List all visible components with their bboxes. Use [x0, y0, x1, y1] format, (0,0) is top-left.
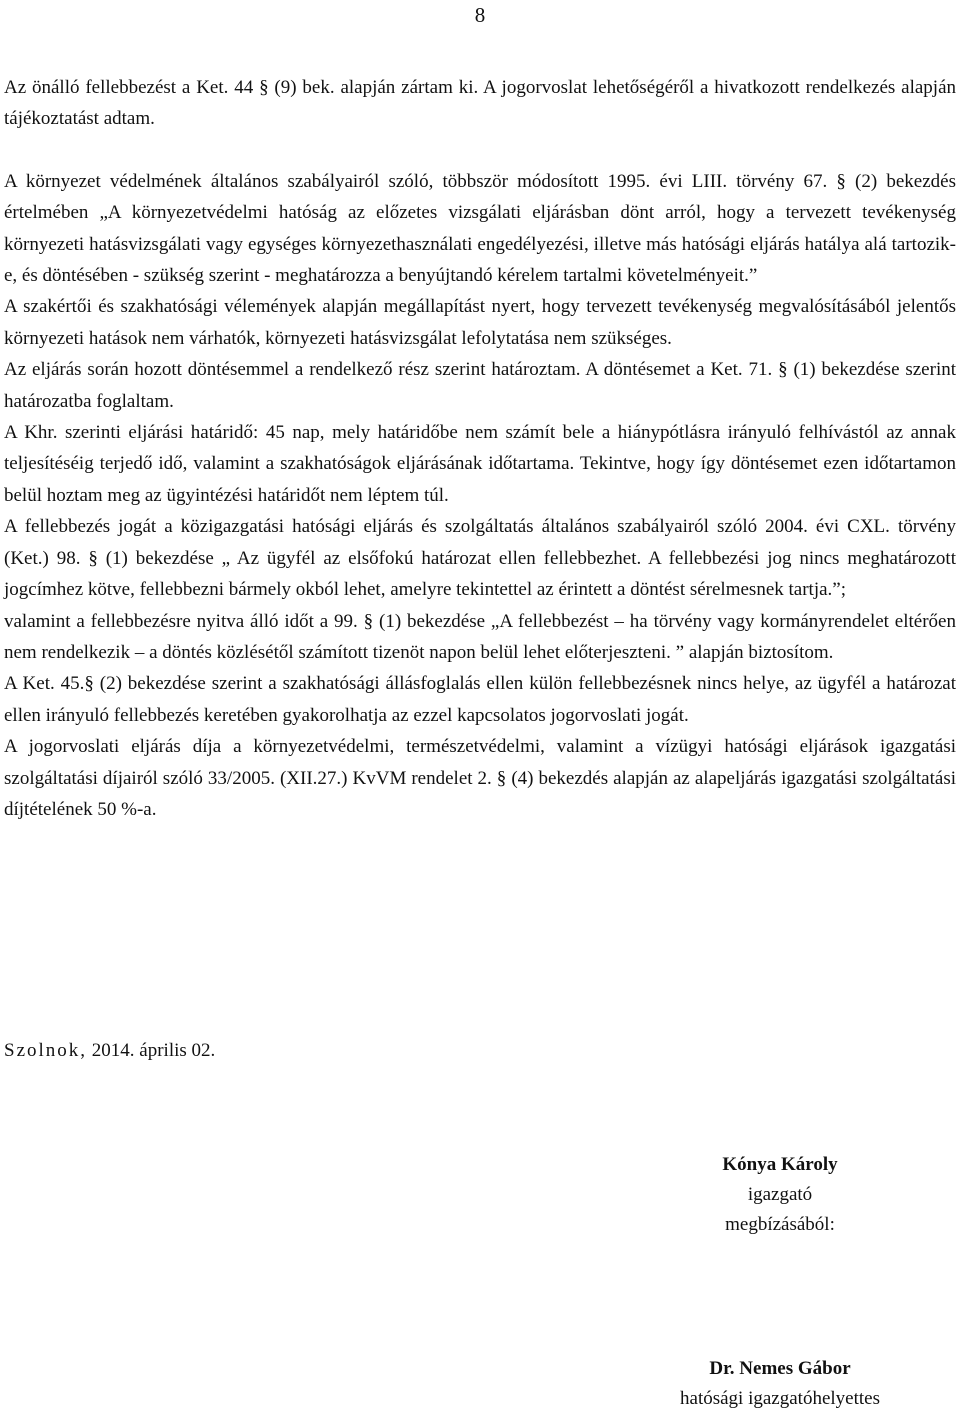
paragraph-deadline: A Khr. szerinti eljárási határidő: 45 nap, mely határidőbe nem számít bele a hiánypótlásra irányuló felhívástól az annak teljesítéséig terjedő idő, valamint a szakhatóságok eljárásának időtartama. Tekintve, hogy így döntésemet ezen időtartamon belül hoztam meg az ügyintézési határidőt nem léptem túl. [4, 422, 956, 506]
signature-block-director [560, 1150, 960, 1240]
signatory-capacity: megbízásából: [725, 1214, 835, 1235]
paragraph-appeal-excluded: Az önálló fellebbezést a Ket. 44 § (9) bek. alapján zártam ki. A jogorvoslat lehetőségéről a hivatkozott rendelkezés alapján tájékoztatást adtam. [4, 77, 956, 130]
signatory-role: hatósági igazgatóhelyettes [680, 1388, 880, 1409]
signatory-role: igazgató [747, 1184, 813, 1205]
paragraph-expert-opinion: A szakértői és szakhatósági vélemények alapján megállapítást nyert, hogy tervezett tevékenység megvalósításából jelentős környezeti hatások nem várhatók, környezeti hatásvizsgálat lefolytatása nem szükséges. [4, 296, 956, 349]
document-body [4, 72, 956, 825]
paragraph-legal-basis: A környezet védelmének általános szabályairól szóló, többször módosított 1995. évi LIII. törvény 67. § (2) bekezdés értelmében „A környezetvédelmi hatóság az előzetes vizsgálati eljárásban dönt arról, hogy a tervezett tevékenység környezeti hatásvizsgálati vagy egységes környezethasználati engedélyezési, illetve más hatósági eljárás hatálya alá tartozik-e, és döntésében - szükség szerint - meghatározza a benyújtandó kérelem tartalmi követelményeit.” [4, 170, 956, 287]
paragraph-expert-appeal: A Ket. 45.§ (2) bekezdése szerint a szakhatósági állásfoglalás ellen külön fellebbezésnek nincs helye, az ügyfél a határozat ellen irányuló fellebbezés keretében gyakorolhatja az ezzel kapcsolatos jogorvoslati jogát. [4, 673, 956, 726]
paragraph-appeal-fee: A jogorvoslati eljárás díja a környezetvédelmi, természetvédelmi, valamint a vízügyi hatósági eljárások igazgatási szolgáltatási díjairól szóló 33/2005. (XII.27.) KvVM rendelet 2. § (4) bekezdés alapján az alapeljárás igazgatási szolgáltatási díjtételének 50 %-a. [4, 736, 956, 820]
signature-block-deputy [560, 1354, 960, 1414]
page-number: 8 [474, 3, 486, 27]
signatory-name: Kónya Károly [722, 1154, 838, 1175]
paragraph-appeal-period: valamint a fellebbezésre nyitva álló időt a 99. § (1) bekezdése „A fellebbezést – ha törvény vagy kormányrendelet eltérően nem rendelkezik – a döntés közlésétől számított tizenöt napon belül lehet előterjeszteni. ” alapján biztosítom. [4, 610, 956, 663]
paragraph-decision: Az eljárás során hozott döntésemmel a rendelkező rész szerint határoztam. A döntésemet a Ket. 71. § (1) bekezdése szerint határozatba foglaltam. [4, 359, 956, 412]
place-and-date [4, 1036, 215, 1066]
date: 2014. április 02. [91, 1040, 216, 1061]
paragraph-appeal-right: A fellebbezés jogát a közigazgatási hatósági eljárás és szolgáltatás általános szabályairól szóló 2004. évi CXL. törvény (Ket.) 98. § (1) bekezdése „ Az ügyfél az elsőfokú határozat ellen fellebbezhet. A fellebbezési jog nincs meghatározott jogcímhez kötve, fellebbezni bármely okból lehet, amelyre tekintettel az érintett a döntést sérelmesnek tartja.”; [4, 516, 956, 601]
signatory-name: Dr. Nemes Gábor [709, 1358, 851, 1379]
place: Szolnok, [4, 1040, 88, 1061]
